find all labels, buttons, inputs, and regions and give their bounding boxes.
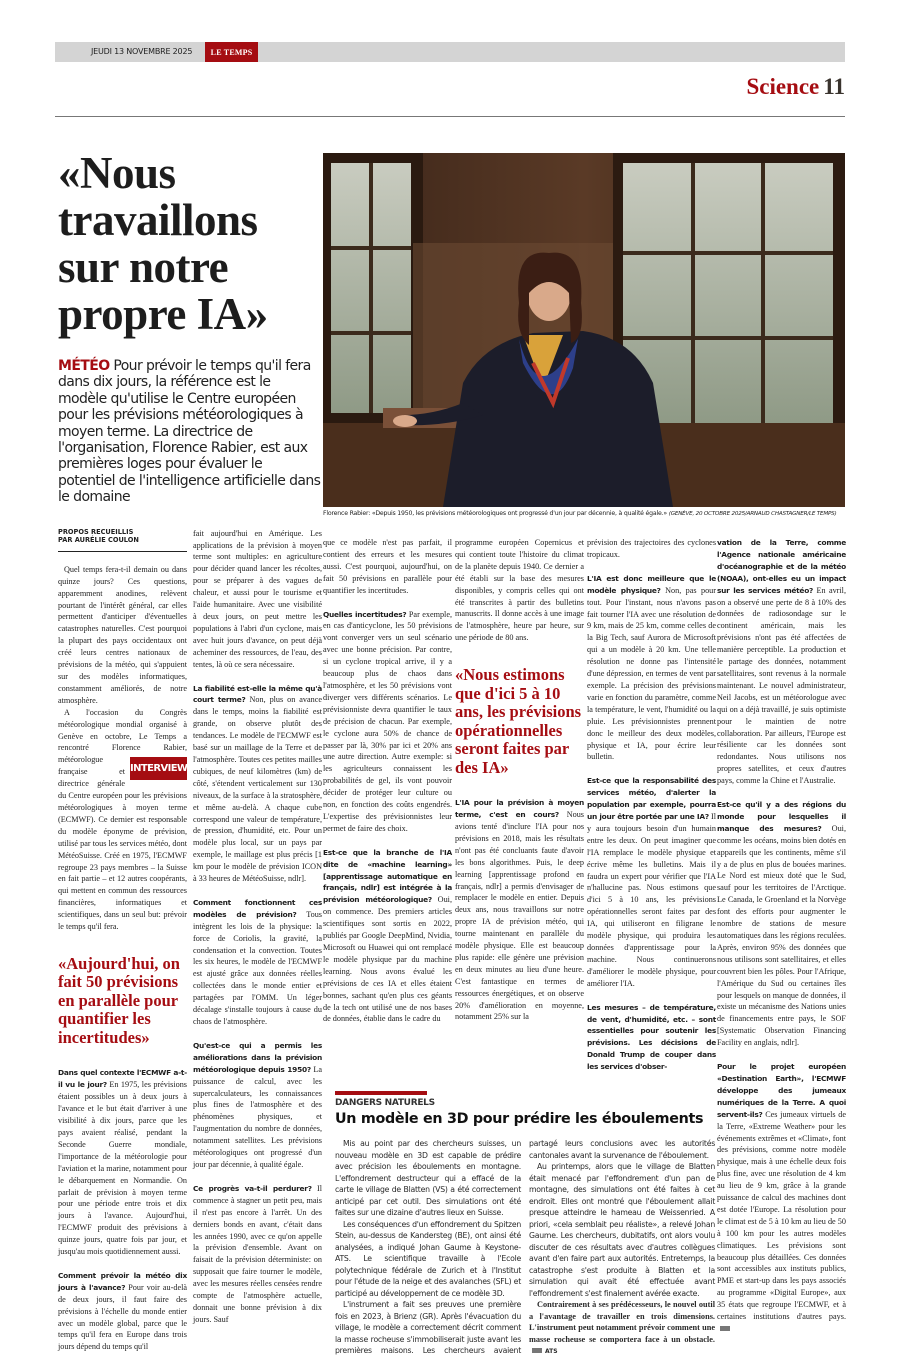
answer: La puissance de calcul, avec les supercalculateurs, les connaissances plus fines de l'atmosphère et des phénomènes physiques, et l'augmentation du nombre de données, notamment satellites. Les prévisions météorologiques ont progressé d'un jour par décennie, à qualité égale. xyxy=(193,1064,322,1169)
question: Comment fonctionnent ces modèles de prévision? xyxy=(193,897,322,919)
interview-badge: INTERVIEW xyxy=(130,757,187,780)
intro-text: A l'occasion du Congrès météorologique mondial organisé à Genève en octobre, Le Temps a rencontré Florence Rabier, xyxy=(58,707,187,753)
deck-kicker: MÉTÉO xyxy=(58,358,110,374)
qa-paragraph xyxy=(717,1061,846,1335)
question: Ce progrès va-t-il perdurer? xyxy=(193,1183,312,1193)
article-deck xyxy=(58,358,322,506)
sidebar-headline: Un modèle en 3D pour prédire les éboulements xyxy=(335,1111,704,1128)
article-title: «Nous travaillons sur notre propre IA» xyxy=(58,148,268,339)
answer-continued: que ce modèle n'est pas parfait, il contient des erreurs et les mesures aussi. C'est pourquoi, aujourd'hui, on fait 50 prévisions en parallèle pour quantifier les incertitudes. xyxy=(323,538,452,595)
sidebar-paragraph: Mis au point par des chercheurs suisses, un nouveau modèle en 3D est capable de prédire avec précision les éboulements en montagne. L'effondrement destructeur qui a effacé de la carte le village de Blatten (VS) a été correctement anticipé par cet outil. Des simulations ont été faites sur une dizaine d'autres lieux en Suisse. xyxy=(335,1139,521,1218)
question: Les mesures – de température, de vent, d'humidité, etc. – sont essentielles pour soutenir les prévisions. Les décisions de Donald Trump de couper dans les services d'obser- xyxy=(587,1002,716,1072)
article-lower-area xyxy=(323,537,715,1357)
page-header-bar xyxy=(55,42,845,62)
answer: Oui, on commence. Des premiers articles scientifiques sont sortis en 2022, publiés par Google DeepMind, Nvidia, Microsoft ou Huawei qui ont remplacé le modèle physique par du machine learning. Nous avons évalué les prévisions de ces IA et elles étaient bonnes, sachant qu'en plus ces géants de la tech ont utilisé une de nos bases de données, établie dans le cadre du xyxy=(323,895,452,1024)
end-mark-icon xyxy=(532,1348,542,1353)
section-name: Science xyxy=(746,74,820,99)
qa-paragraph xyxy=(193,1040,322,1171)
text-column-3 xyxy=(323,537,452,1025)
newspaper-logo: LE TEMPS xyxy=(205,42,258,62)
qa-paragraph xyxy=(717,799,846,1049)
question: L'IA est donc meilleure que le modèle physique? xyxy=(587,573,716,595)
question: Qu'est-ce qui a permis les améliorations dans la prévision météorologique depuis 1950? xyxy=(193,1040,322,1074)
end-mark-icon xyxy=(720,1326,730,1331)
answer: Par exemple, en cas d'anticyclone, les 50 prévisions vont converger vers un seul scénario avec une bonne précision. Par contre, si un cyclone tropical arrive, il y a beaucoup plus de chaos dans l'atmosphère, et les 50 prévisions vont diverger vers différents scénarios. Le prévisionniste devra quantifier le taux de précision de chacun. Par exemple, le cyclone aura 50% de chance de passer par là, 30% par ici et 20% ans une autre direction. Autre exemple: si les agriculteurs connaissent les probabilités de gel, ils vont pouvoir décider de protéger leur culture ou non, en fonction des coûts engendrés. L'expertise des prévisionnistes leur permet de faire des choix. xyxy=(323,609,453,833)
answer: En 1975, les prévisions étaient possibles un à deux jours à l'avance et le but était d'arriver à une visibilité à dix jours, parce que les pays avaient réalisé, pendant la Seconde Guerre mondiale, l'importance de la météorologie pour l'aviation et la marine, notamment pour le débarquement en Normandie. On parlait de prévision à moyen terme pour une période entre trois et dix jours à l'avance. Aujourd'hui, l'ECMWF produit des prévisions à quinze jours, quatre fois par jour, et jusqu'au mois quotidiennement aussi. xyxy=(58,1080,187,1257)
qa-paragraph xyxy=(193,683,322,885)
portrait-photo xyxy=(323,153,845,507)
article-left-area xyxy=(58,150,322,1353)
answer-continued: prévision des trajectoires des cyclones tropicaux. xyxy=(587,538,716,559)
intro-text: météorologue française et directrice générale du Centre européen pour les prévisions météorologiques à moyen terme (ECMWF). Ce dernier est responsable du modèle éponyme de prévision, utilisé par tous les services météo, dont MétéoSuisse. Créé en 1975, l'ECMWF regroupe 23 pays membres – la Suisse en fait partie – et 12 autres coopérants, qui mettent en commun des ressources financières, informatiques et scientifiques, dans un seul but: prévoir le temps qu'il fera. xyxy=(58,755,187,932)
answer-continued: programme européen Copernicus et qui contient toute l'histoire du climat de la planète depuis 1940. Ce dernier a été établi sur la base des mesures disponibles, y compris celles qui ont été transcrites à partir des bulletins manuscrits. Il donne accès à une image de l'atmosphère, heure par heure, sur une période de 80 ans. xyxy=(455,538,584,643)
intro-paragraph: Quel temps fera-t-il demain ou dans quinze jours? Ces questions, apparemment anodines, relèvent pourtant de l'intérêt général, car elles permettent d'anticiper d'éventuelles catastrophes naturelles. C'est pourquoi la plupart des pays occidentaux ont créé leurs centres nationaux de prévisions de la météo, qui s'appuient sur des modèles informatiques, constamment améliorés, de notre atmosphère. xyxy=(58,564,187,705)
qa-paragraph xyxy=(323,609,452,835)
sidebar-paragraph xyxy=(529,1299,715,1357)
question: Dans quel contexte l'ECMWF a-t-il vu le jour? xyxy=(58,1068,187,1090)
pull-quote: «Nous estimons que d'ici 5 à 10 ans, les prévisions opérationnelles seront faites par des IA» xyxy=(455,665,582,777)
answer: est basé sur un maillage de la Terre et de l'atmosphère. Toutes ces petites mailles cubiques, de neuf kilomètres (km) de côté, s'étendent verticalement sur 130 niveaux, de la surface à la stratosphère, et même au-delà. A chaque cube correspond une valeur de température, de pression, d'humidité, etc. Pour un modèle plus local, sur un pays par exemple, le maillage est plus précis [1 km pour le modèle de prévision ICON à 33 heures de MétéoSuisse, ndlr]. xyxy=(193,731,322,884)
sidebar-kicker: DANGERS NATURELS xyxy=(335,1098,435,1109)
question: Quelles incertitudes? xyxy=(323,609,407,619)
answer: Il commence à stagner un petit peu, mais il n'est pas encore à l'arrêt. Un des derniers bonds en avant, c'était dans les années 1990, avec ce qu'on appelle la prévision d'ensemble. Avant on faisait de la prévision déterministe: on supposait que faire tourner le modèle, avec les mesures réelles censées rendre compte de l'atmosphère actuelle, donnait une bonne prévision à dix jours. Sauf xyxy=(193,1183,322,1324)
answer-continued: fait aujourd'hui en Amérique. Les applications de la prévision à moyen terme sont multiples: en agriculture pour décider quand lancer les récoltes, pour se préparer à des vagues de chaleur, et aussi pour le tourisme et l'aide humanitaire. Avec une visibilité à deux jours, on peut mettre les populations à l'abri d'un cyclone, mais avec huit jours d'avance, on peut déjà acheminer des ressources, de l'eau, des tentes, là où ce sera nécessaire. xyxy=(193,528,322,669)
question: Pour le projet européen «Destination Earth», l'ECMWF développe des jumeaux numériques de la Terre. A quoi servent-ils? xyxy=(717,1062,846,1119)
qa-paragraph xyxy=(455,797,584,1023)
answer: Tous intègrent les lois de la physique: la force de Coriolis, la gravité, la condensation et la convection. Toutes les six heures, le modèle de l'ECMWF est ajusté grâce aux données réelles collectées dans le monde entier et partagées par l'OMM. Un léger décalage s'installe toujours à cause du chaos de l'atmosphère. xyxy=(193,909,322,1026)
byline xyxy=(58,528,187,552)
sidebar-closing-text: Contrairement à ses prédécesseurs, le nouvel outil a l'avantage de travailler en trois dimensions. L'instrument peut notamment prévoir comment une masse rocheuse se comportera face à un obstacle. xyxy=(529,1300,715,1344)
qa-paragraph xyxy=(717,537,846,787)
question: Comment prévoir la météo dix jours à l'avance? xyxy=(58,1270,187,1292)
sidebar-body xyxy=(335,1138,715,1357)
section-heading xyxy=(746,74,845,100)
sidebar-paragraph: Au printemps, alors que le village de Blatten était menacé par l'effondrement d'un pan de montagne, des simulations ont été faites à cet endroit. Elles ont montré que l'éboulement allait presque atteindre le hameau de Weissenried. A priori, «cela semblait peu réaliste», a relevé Johan Gaume. Les chercheurs, dubitatifs, ont alors voulu discuter de ces résultats avec d'autres collègues avant d'en faire part aux autorités. Entretemps, la catastrophe s'est produite à Blatten et la simulation qui avait été effectuée avant l'effondrement s'est finalement avérée exacte. xyxy=(529,1162,715,1298)
answer: Oui, comme les océans, moins bien dotés en appareils que les continents, même s'il y a de plus en plus de bouées marines. Le Nord est mieux doté que le Sud, sauf pour les territoires de l'Arctique. Le Canada, le Groenland et la Norvège font des efforts pour augmenter le nombre de stations de mesure automatiques dans les régions reculées. Après, environ 95% des données que nous utilisons sont satellitaires, et elles couvrent bien les pôles. Pour l'Afrique, l'Amérique du Sud ou certaines îles pour lesquels on manque de données, il existe un mécanisme des Nations unies de financements entre pays, le SOF [Systematic Observation Financing Facility en anglais, ndlr]. xyxy=(717,823,846,1048)
photo-credit: (GENÈVE, 20 OCTOBRE 2025/ARNAUD CHASTAGNER/LE TEMPS) xyxy=(668,511,837,517)
answer: En avril, on a observé une perte de 8 à 10% des données de radiosondage sur le continent américain, mais les prévisions n'ont pas été affectées de manière perceptible. La production et le partage des données, notamment satellitaires, sont revenus à la normale maintenant. Le nouvel administrateur, Neil Jacobs, est un météorologue avec qui on a déjà travaillé, je suis optimiste pour le maintien de notre collaboration. Par ailleurs, l'Europe est résiliente car les données sont redondantes. Nous utilisons nos propres satellites, et ceux d'autres pays, comme la Chine et l'Australie. xyxy=(717,585,847,786)
deck-text: Pour prévoir le temps qu'il fera dans dix jours, la référence est le modèle qu'utilise le Centre européen pour les prévisions météorologiques à moyen terme. La directrice de l'organisation, Florence Rabier, est aux premières loges pour évaluer le potentiel de l'intelligence artificielle dans le domaine xyxy=(58,358,321,506)
byline-author: PAR AURÉLIE COULON xyxy=(58,536,139,545)
answer: Ces jumeaux virtuels de la Terre, «Extreme Weather» pour les événements extrêmes et «Climat», font des prévisions, comme notre modèle physique, mais à une échelle deux fois plus fine, avec une résolution de 4 km au lieu de 9 km, grâce à la grande puissance de calcul des machines dont est dotée l'Europe. La résolution pour le climat est de 5 à 10 km au lieu de 50 à 100 km pour les autres modèles climatiques. Les prévisions sont beaucoup plus détaillées. Ces données sont accessibles aux instituts publics, PME et start-up dans les pays associés au programme «Digital Europe», aux 35 états que regroupe l'ECMWF, et à certaines institutions d'autres pays. xyxy=(717,1109,847,1322)
answer: Pour voir au-delà de deux jours, il faut faire des prévisions à l'échelle du monde entier avec un modèle global, parce que le temps qu'il fera en Europe dans trois jours dépend du temps qu'il xyxy=(58,1282,187,1352)
qa-paragraph xyxy=(193,897,322,1028)
photo-caption xyxy=(323,510,845,518)
middle-columns xyxy=(323,537,715,1073)
answer: Nous avions tenté d'inclure l'IA pour nos prévisions en 2018, mais les résultats n'ont pas été concluants faute d'avoir les bons algorithmes. Puis, le deep learning [apprentissage profond en français, ndlr] a permis d'envisager de remplacer le modèle en entier. Depuis deux ans, nous travaillons sur notre propre IA de prévision météo, qui tourne maintenant en parallèle du modèle physique. Elle est beaucoup plus rapide: elle génère une prévision en deux minutes au lieu d'une heure. C'est fantastique en termes de ressources énergétiques, et on observe 20% d'amélioration en moyenne, notamment 25% sur la xyxy=(455,810,584,1022)
qa-paragraph xyxy=(587,1002,716,1073)
sidebar-paragraph: L'instrument a fait ses preuves une première fois en 2023, à Brienz (GR). Après l'évacuation du village, le modèle a correctement décrit comment la masse rocheuse s'immobiliserait juste avant les premières maisons. Les chercheurs avaient partagé leurs conclusions avec les autorités cantonales avant la survenance de l'éboulement. xyxy=(335,1139,715,1356)
sidebar-paragraph: Les conséquences d'un effondrement du Spitzen Stein, au-dessus de Kandersteg (BE), ont ainsi été analysées, a indiqué Johan Gaume à Keystone-ATS. Le scientifique travaille à l'Ecole polytechnique fédérale de Zurich et à l'Institut pour l'étude de la neige et des avalanches (SFL) et participé au développement de ce modèle 3D. xyxy=(335,1219,521,1298)
question: Est-ce qu'il y a des régions du monde pour lesquelles il manque des mesures? xyxy=(717,800,846,833)
header-divider xyxy=(55,116,845,117)
sidebar-signature: ATS xyxy=(545,1348,558,1356)
question-continued: vation de la Terre, comme l'Agence nationale américaine d'océanographie et de la météo (NOAA), ont-elles eu un impact sur les services météo? xyxy=(717,538,846,595)
qa-paragraph xyxy=(587,573,716,764)
text-column-1 xyxy=(58,528,187,1354)
byline-line-1: PROPOS RECUEILLIS xyxy=(58,527,134,536)
answer: Il y aura toujours besoin d'un humain entre les deux. On peut imaginer que l'IA remplace le modèle physique et écrive même les bulletins. Mais il faudra un expert pour vérifier que l'IA n'hallucine pas. Nous estimons que d'ici 5 à 10 ans, les prévisions opérationnelles seront faites par des IA, qui utiliseront en filigrane le modèle physique, qui produira les données d'apprentissage pour la machine. Nous continuerons d'améliorer le modèle physique, pour améliorer l'IA. xyxy=(587,812,716,988)
question: La fiabilité est-elle la même qu'à court terme? xyxy=(193,683,322,705)
answer: Non, pas pour tout. Pour l'instant, nous n'avons pas fait tourner l'IA avec une résolution de 9 km, mais de 25 km, comme celles de la Big Tech, sauf Aurora de Microsoft qui a un modèle à 20 km. Une telle résolution ne donne pas l'intensité d'une dépression, en termes de vent par exemple. La précision des prévisions varie en fonction du paramètre, comme la température, le vent, l'humidité ou la pluie. Les prévisionnistes prennent donc le meilleur des deux modèles, physique et IA, pour écrire leur bulletin. xyxy=(587,585,716,762)
issue-date: JEUDI 13 NOVEMBRE 2025 xyxy=(91,47,193,56)
qa-paragraph xyxy=(323,847,452,1026)
qa-paragraph xyxy=(58,1270,187,1353)
pull-quote: «Aujourd'hui, on fait 50 prévisions en parallèle pour quantifier les incertitudes» xyxy=(58,953,180,1047)
answer: Non, plus on avance dans le temps, moins la fiabilité est grande, on observe plutôt des tendances. Le modèle de l'ECMWF xyxy=(193,695,322,741)
caption-text: Florence Rabier: «Depuis 1950, les prévisions météorologiques ont progressé d'un jour par décennie, à qualité égale.» xyxy=(323,510,667,517)
qa-paragraph xyxy=(193,1183,322,1326)
qa-paragraph xyxy=(587,775,716,989)
question: Est-ce que la responsabilité des services météo, d'alerter la population par exemple, pourra un jour être portée par une IA? xyxy=(587,776,716,822)
question: Est-ce que la branche de l'IA dite de «machine learning» [apprentissage automatique en français, ndlr] est intégrée à la prévision météorologique? xyxy=(323,847,452,905)
sidebar-article xyxy=(335,1091,715,1357)
left-columns xyxy=(58,528,322,1354)
text-column-2 xyxy=(193,528,322,1326)
text-column-4 xyxy=(455,537,584,1023)
intro-paragraph xyxy=(58,707,187,933)
sidebar-accent-bar xyxy=(335,1091,427,1095)
question: L'IA pour la prévision à moyen terme, c'est en cours? xyxy=(455,798,584,820)
text-column-5 xyxy=(587,537,716,1073)
page-number: 11 xyxy=(823,74,845,99)
qa-paragraph xyxy=(58,1067,187,1258)
text-column-6 xyxy=(717,537,846,1335)
